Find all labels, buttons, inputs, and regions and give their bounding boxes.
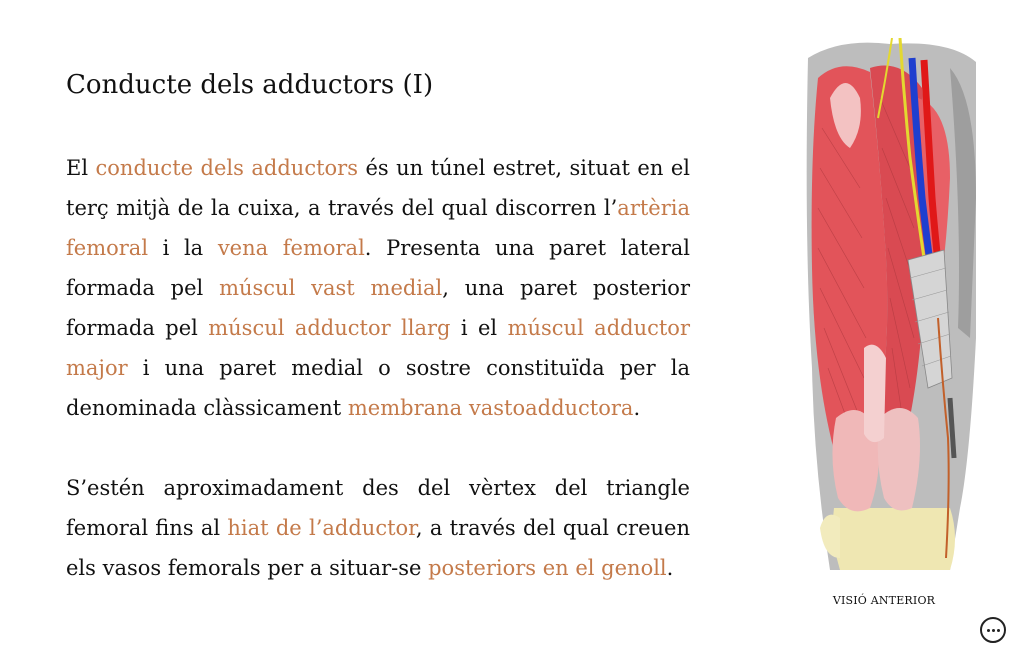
- highlighted-term: múscul vast medial: [219, 276, 443, 300]
- highlighted-term: múscul adductor llarg: [208, 316, 451, 340]
- more-icon: [987, 629, 990, 632]
- highlighted-term: posteriors en el genoll: [428, 556, 667, 580]
- page-title: Conducte dels adductors (I): [66, 70, 434, 100]
- more-options-button[interactable]: [980, 617, 1006, 643]
- thigh-anatomy-icon: [800, 38, 978, 570]
- highlighted-term: artèria femoral: [66, 196, 690, 260]
- paragraph-2: [66, 468, 690, 588]
- text-segment: . Presenta una paret lateral formada pel: [66, 236, 691, 300]
- highlighted-term: hiat de l’adductor: [227, 516, 416, 540]
- paragraph-1: [66, 148, 690, 428]
- text-segment: , a través del qual creuen els vasos femorals per a situar-se: [66, 516, 691, 580]
- highlighted-term: conducte dels adductors: [95, 156, 358, 180]
- text-segment: i una paret medial o sostre constituïda per la denominada clàssicament: [66, 356, 690, 420]
- figure-caption: VISIÓ ANTERIOR: [832, 594, 936, 607]
- body-text: [66, 148, 690, 588]
- highlighted-term: múscul adductor major: [66, 316, 690, 380]
- thigh-anatomy-figure: [800, 38, 978, 570]
- text-segment: S’estén aproximadament des del vèrtex del triangle femoral fins al: [66, 476, 690, 540]
- highlighted-term: membrana vastoadductora: [347, 396, 634, 420]
- text-segment: , una paret posterior formada pel: [66, 276, 690, 340]
- text-segment: El: [66, 156, 96, 180]
- text-segment: .: [633, 396, 641, 420]
- text-segment: i el: [450, 316, 508, 340]
- text-segment: i la: [148, 236, 218, 260]
- text-segment: és un túnel estret, situat en el terç mitjà de la cuixa, a través del qual discorren l’: [66, 156, 690, 220]
- text-segment: .: [666, 556, 674, 580]
- highlighted-term: vena femoral: [217, 236, 365, 260]
